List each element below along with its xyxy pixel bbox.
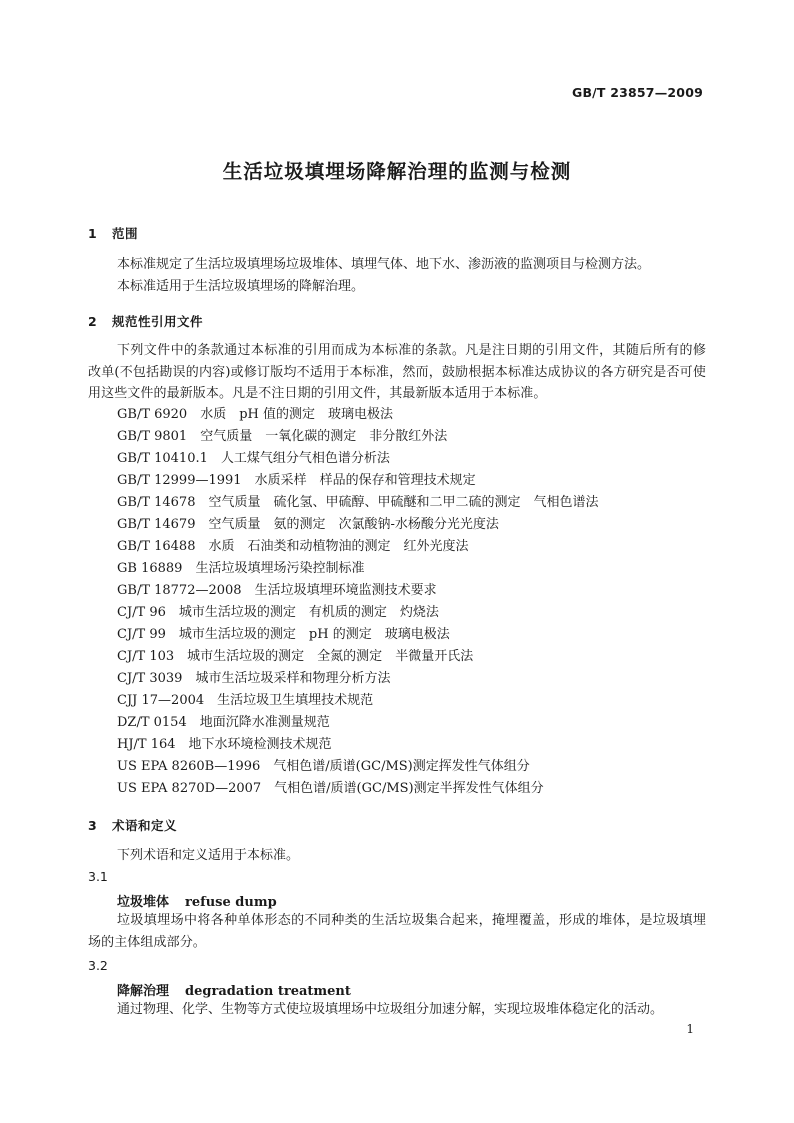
reference-title: 气相色谱/质谱(GC/MS)测定半挥发性气体组分 xyxy=(274,781,544,796)
section-title: 规范性引用文件 xyxy=(112,314,204,329)
reference-code: GB/T 12999—1991 xyxy=(117,473,242,488)
reference-code: GB/T 6920 xyxy=(117,407,188,422)
reference-title: 灼烧法 xyxy=(399,605,439,620)
reference-title: 氨的测定 xyxy=(273,517,326,532)
reference-item xyxy=(117,492,599,514)
reference-code: CJ/T 99 xyxy=(117,627,166,642)
reference-code: GB/T 9801 xyxy=(117,429,188,444)
reference-item xyxy=(117,580,599,602)
reference-title: 生活垃圾填埋场污染控制标准 xyxy=(195,561,365,576)
reference-title: 一氧化碳的测定 xyxy=(265,429,357,444)
reference-item xyxy=(117,712,599,734)
reference-code: HJ/T 164 xyxy=(117,737,176,752)
normative-reference-list xyxy=(117,404,599,800)
reference-code: US EPA 8260B—1996 xyxy=(117,759,261,774)
reference-code: GB/T 14679 xyxy=(117,517,196,532)
section-number: 3 xyxy=(88,818,98,833)
reference-title: 空气质量 xyxy=(208,495,261,510)
reference-item xyxy=(117,756,599,778)
reference-title: 城市生活垃圾的测定 xyxy=(178,605,296,620)
clause-number: 3.1 xyxy=(88,869,108,884)
reference-code: GB/T 16488 xyxy=(117,539,196,554)
reference-item xyxy=(117,536,599,558)
term-chinese: 降解治理 xyxy=(117,984,170,999)
reference-title: 生活垃圾填埋环境监测技术要求 xyxy=(254,583,437,598)
reference-title: 半微量开氏法 xyxy=(395,649,474,664)
reference-code: US EPA 8270D—2007 xyxy=(117,781,262,796)
reference-title: 空气质量 xyxy=(200,429,253,444)
reference-title: 玻璃电极法 xyxy=(384,627,450,642)
reference-item xyxy=(117,646,599,668)
reference-title: 城市生活垃圾的测定 xyxy=(178,627,296,642)
reference-item xyxy=(117,558,599,580)
reference-code: GB/T 14678 xyxy=(117,495,196,510)
reference-code: CJJ 17—2004 xyxy=(117,693,205,708)
reference-item xyxy=(117,668,599,690)
reference-title: pH 值的测定 xyxy=(239,407,316,422)
term-entry xyxy=(117,980,351,999)
reference-title: 城市生活垃圾的测定 xyxy=(187,649,305,664)
reference-code: GB/T 18772—2008 xyxy=(117,583,242,598)
term-chinese: 垃圾堆体 xyxy=(117,895,170,910)
reference-title: 气相色谱/质谱(GC/MS)测定挥发性气体组分 xyxy=(273,759,530,774)
reference-title: 人工煤气组分气相色谱分析法 xyxy=(220,451,390,466)
reference-title: 非分散红外法 xyxy=(369,429,448,444)
reference-item xyxy=(117,690,599,712)
reference-code: DZ/T 0154 xyxy=(117,715,187,730)
reference-title: 城市生活垃圾采样和物理分析方法 xyxy=(195,671,391,686)
section-1-heading xyxy=(88,224,138,242)
reference-item xyxy=(117,602,599,624)
reference-code: CJ/T 3039 xyxy=(117,671,183,686)
section-2-intro: 下列文件中的条款通过本标准的引用而成为本标准的条款。凡是注日期的引用文件，其随后所有的修改单(不包括勘误的内容)或修订版均不适用于本标准，然而，鼓励根据本标准达成协议的各方研究是否可使用这些文件的最新版本。凡是不注日期的引用文件，其最新版本适用于本标准。 xyxy=(88,343,706,401)
reference-item xyxy=(117,514,599,536)
document-title: 生活垃圾填埋场降解治理的监测与检测 xyxy=(222,160,572,183)
reference-title: 地面沉降水准测量规范 xyxy=(199,715,330,730)
reference-item xyxy=(117,624,599,646)
reference-title: 地下水环境检测技术规范 xyxy=(188,737,332,752)
reference-title: 水质采样 xyxy=(254,473,307,488)
reference-item xyxy=(117,426,599,448)
reference-title: 玻璃电极法 xyxy=(328,407,394,422)
reference-title: 次氯酸钠-水杨酸分光光度法 xyxy=(338,517,499,532)
section-title: 范围 xyxy=(112,226,139,241)
term-definition: 垃圾填埋场中将各种单体形态的不同种类的生活垃圾集合起来，掩埋覆盖，形成的堆体，是垃圾填埋场的主体组成部分。 xyxy=(88,913,706,950)
reference-item xyxy=(117,448,599,470)
reference-title: 水质 xyxy=(208,539,235,554)
term-definition: 通过物理、化学、生物等方式使垃圾填埋场中垃圾组分加速分解，实现垃圾堆体稳定化的活动。 xyxy=(117,1002,664,1017)
reference-title: 石油类和动植物油的测定 xyxy=(247,539,391,554)
reference-title: 有机质的测定 xyxy=(308,605,387,620)
reference-item xyxy=(117,778,599,800)
reference-title: 样品的保存和管理技术规定 xyxy=(319,473,476,488)
reference-title: 气相色谱法 xyxy=(533,495,599,510)
reference-title: 空气质量 xyxy=(208,517,261,532)
reference-code: CJ/T 103 xyxy=(117,649,175,664)
reference-title: 红外光度法 xyxy=(403,539,469,554)
section-3-intro: 下列术语和定义适用于本标准。 xyxy=(117,848,300,863)
section-2-heading xyxy=(88,312,203,330)
reference-code: GB/T 10410.1 xyxy=(117,451,208,466)
section-number: 2 xyxy=(88,314,98,329)
page-number: 1 xyxy=(686,1022,694,1036)
section-title: 术语和定义 xyxy=(112,818,178,833)
standard-code: GB/T 23857—2009 xyxy=(571,85,703,100)
reference-item xyxy=(117,404,599,426)
term-english: refuse dump xyxy=(185,895,277,910)
section-1-paragraph: 本标准规定了生活垃圾填埋场垃圾堆体、填埋气体、地下水、渗沥液的监测项目与检测方法。 xyxy=(117,257,651,272)
reference-title: 全氮的测定 xyxy=(317,649,383,664)
reference-code: CJ/T 96 xyxy=(117,605,166,620)
reference-title: 生活垃圾卫生填埋技术规范 xyxy=(217,693,374,708)
reference-item xyxy=(117,470,599,492)
reference-title: pH 的测定 xyxy=(308,627,372,642)
reference-title: 硫化氢、甲硫醇、甲硫醚和二甲二硫的测定 xyxy=(273,495,521,510)
reference-title: 水质 xyxy=(200,407,227,422)
section-1-paragraph: 本标准适用于生活垃圾填埋场的降解治理。 xyxy=(117,279,365,294)
clause-number: 3.2 xyxy=(88,958,108,973)
section-number: 1 xyxy=(88,226,98,241)
reference-item xyxy=(117,734,599,756)
term-english: degradation treatment xyxy=(185,984,351,999)
reference-code: GB 16889 xyxy=(117,561,183,576)
term-entry xyxy=(117,891,277,910)
section-3-heading xyxy=(88,816,177,834)
